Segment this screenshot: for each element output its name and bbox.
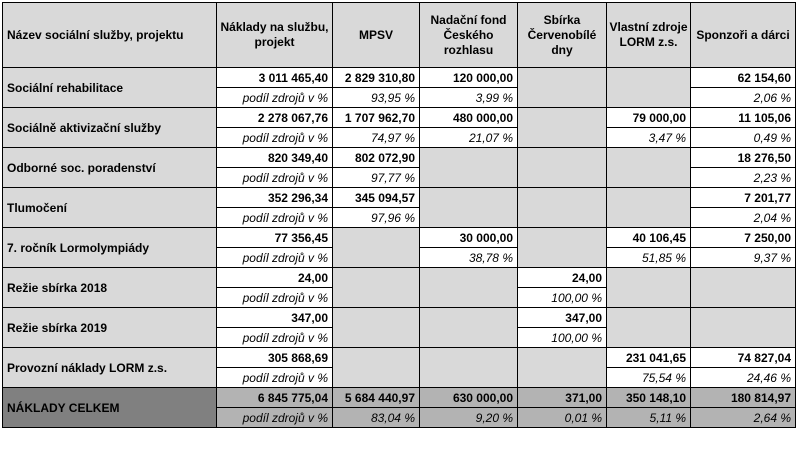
value-sponsors: 7 250,00 [691,228,796,248]
empty-cell [420,188,518,228]
value-own-resources: 79 000,00 [607,108,691,128]
value-costs: 347,00 [217,308,333,328]
table-row [3,308,796,328]
empty-cell [333,228,420,268]
value-own-resources: 40 106,45 [607,228,691,248]
row-name: Tlumočení [3,188,217,228]
value-mpsv: 1 707 962,70 [333,108,420,128]
value-sponsors: 11 105,06 [691,108,796,128]
value-costs: 305 868,69 [217,348,333,368]
share-collection: 100,00 % [518,288,607,308]
value-costs: 77 356,45 [217,228,333,248]
row-name: Režie sbírka 2019 [3,308,217,348]
share-foundation: 21,07 % [420,128,518,148]
header-costs: Náklady na službu, projekt [217,3,333,68]
value-foundation: 30 000,00 [420,228,518,248]
share-sponsors: 2,64 % [691,408,796,428]
share-mpsv: 74,97 % [333,128,420,148]
share-sponsors: 0,49 % [691,128,796,148]
value-costs: 3 011 465,40 [217,68,333,88]
table-row [3,188,796,208]
value-mpsv: 802 072,90 [333,148,420,168]
share-label: podíl zdrojů v % [217,88,333,108]
value-own-resources: 231 041,65 [607,348,691,368]
value-costs: 6 845 775,04 [217,388,333,408]
table-row [3,68,796,88]
share-foundation: 3,99 % [420,88,518,108]
empty-cell [607,268,691,308]
value-mpsv: 345 094,57 [333,188,420,208]
empty-cell [333,348,420,388]
value-sponsors: 62 154,60 [691,68,796,88]
empty-cell [420,268,518,308]
header-row [3,3,796,68]
share-own-resources: 75,54 % [607,368,691,388]
empty-cell [607,188,691,228]
empty-cell [518,108,607,148]
row-name: Provozní náklady LORM z.s. [3,348,217,388]
empty-cell [691,268,796,308]
value-costs: 2 278 067,76 [217,108,333,128]
empty-cell [333,308,420,348]
header-own-resources: Vlastní zdroje LORM z.s. [607,3,691,68]
header-service-name: Název sociální služby, projektu [3,3,217,68]
value-mpsv: 5 684 440,97 [333,388,420,408]
funding-table [2,2,796,428]
value-mpsv: 2 829 310,80 [333,68,420,88]
share-own-resources: 3,47 % [607,128,691,148]
empty-cell [607,308,691,348]
value-sponsors: 7 201,77 [691,188,796,208]
share-sponsors: 2,23 % [691,168,796,188]
share-label: podíl zdrojů v % [217,288,333,308]
value-foundation: 630 000,00 [420,388,518,408]
value-costs: 352 296,34 [217,188,333,208]
empty-cell [607,68,691,108]
share-mpsv: 97,96 % [333,208,420,228]
share-label: podíl zdrojů v % [217,328,333,348]
value-costs: 24,00 [217,268,333,288]
header-sponsors: Sponzoři a dárci [691,3,796,68]
share-mpsv: 93,95 % [333,88,420,108]
empty-cell [518,348,607,388]
value-foundation: 120 000,00 [420,68,518,88]
value-foundation: 480 000,00 [420,108,518,128]
value-collection: 347,00 [518,308,607,328]
share-collection: 0,01 % [518,408,607,428]
table-row [3,108,796,128]
share-own-resources: 51,85 % [607,248,691,268]
table-row [3,148,796,168]
header-foundation: Nadační fond Českého rozhlasu [420,3,518,68]
value-sponsors: 74 827,04 [691,348,796,368]
row-name: Sociální rehabilitace [3,68,217,108]
share-foundation: 38,78 % [420,248,518,268]
empty-cell [333,268,420,308]
value-sponsors: 180 814,97 [691,388,796,408]
share-sponsors: 9,37 % [691,248,796,268]
share-label: podíl zdrojů v % [217,168,333,188]
empty-cell [691,308,796,348]
total-row [3,388,796,408]
table-row [3,348,796,368]
share-label: podíl zdrojů v % [217,208,333,228]
share-label: podíl zdrojů v % [217,248,333,268]
header-collection: Sbírka Červenobílé dny [518,3,607,68]
header-mpsv: MPSV [333,3,420,68]
table-body [3,68,796,428]
share-collection: 100,00 % [518,328,607,348]
row-name: 7. ročník Lormolympiády [3,228,217,268]
share-sponsors: 24,46 % [691,368,796,388]
empty-cell [518,228,607,268]
table-row [3,228,796,248]
share-foundation: 9,20 % [420,408,518,428]
empty-cell [518,68,607,108]
row-name: Sociálně aktivizační služby [3,108,217,148]
share-own-resources: 5,11 % [607,408,691,428]
share-sponsors: 2,06 % [691,88,796,108]
share-sponsors: 2,04 % [691,208,796,228]
share-label: podíl zdrojů v % [217,408,333,428]
value-sponsors: 18 276,50 [691,148,796,168]
row-name: NÁKLADY CELKEM [3,388,217,428]
row-name: Odborné soc. poradenství [3,148,217,188]
empty-cell [518,148,607,188]
empty-cell [420,148,518,188]
empty-cell [518,188,607,228]
share-label: podíl zdrojů v % [217,368,333,388]
value-collection: 24,00 [518,268,607,288]
value-own-resources: 350 148,10 [607,388,691,408]
row-name: Režie sbírka 2018 [3,268,217,308]
share-label: podíl zdrojů v % [217,128,333,148]
empty-cell [420,308,518,348]
share-mpsv: 97,77 % [333,168,420,188]
value-costs: 820 349,40 [217,148,333,168]
empty-cell [607,148,691,188]
share-mpsv: 83,04 % [333,408,420,428]
empty-cell [420,348,518,388]
value-collection: 371,00 [518,388,607,408]
table-row [3,268,796,288]
